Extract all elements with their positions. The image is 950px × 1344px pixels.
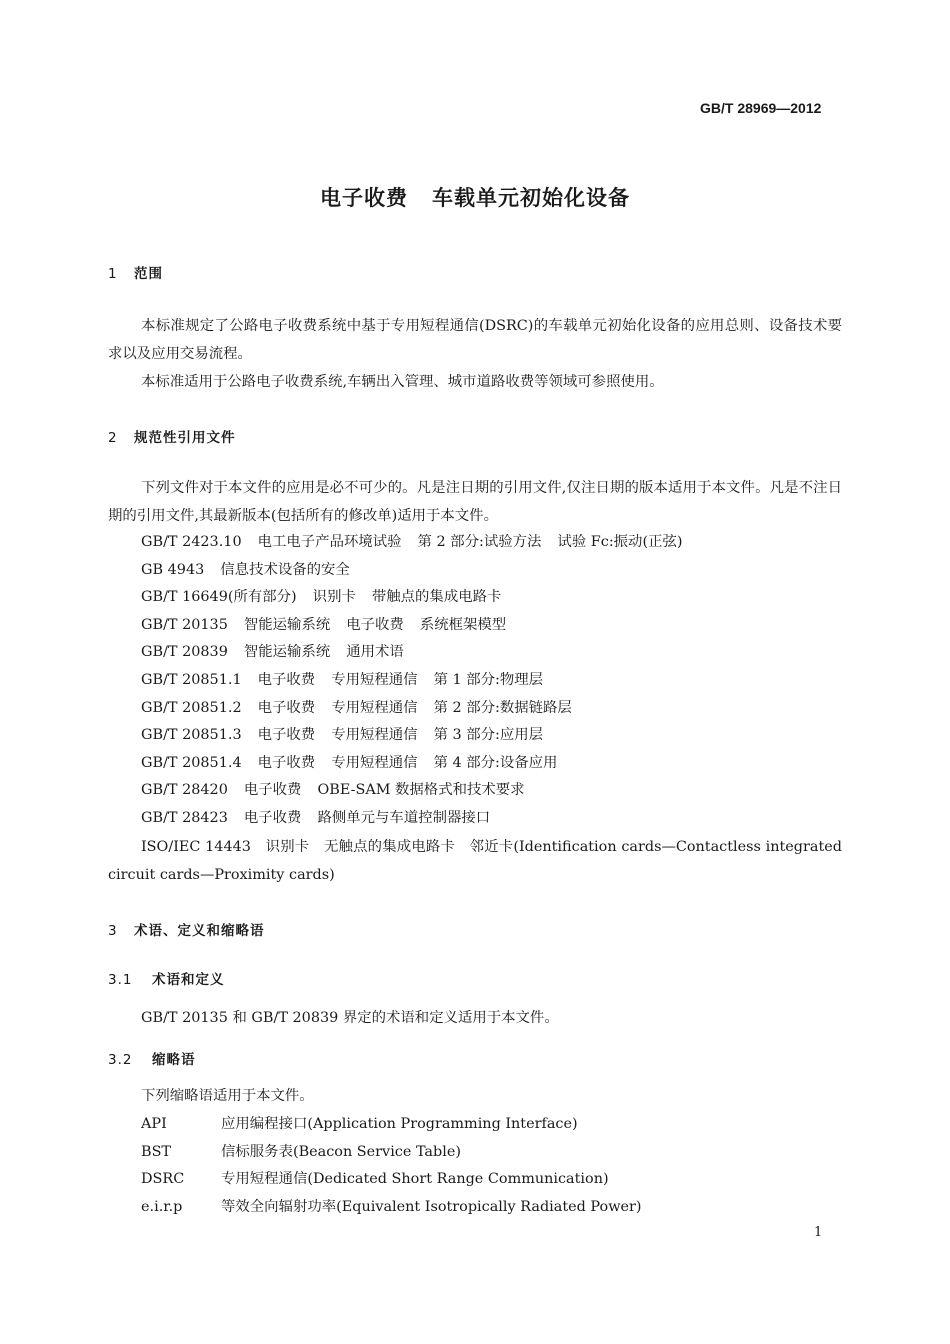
title-part-2: 车载单元初始化设备 — [432, 186, 630, 210]
reference-code: GB/T 28423 — [141, 810, 228, 826]
reference-title-part: 带触点的集成电路卡 — [371, 589, 502, 606]
section-2-number: 2 — [108, 430, 118, 446]
reference-title-part: 智能运输系统 — [243, 644, 331, 661]
reference-code: GB/T 20851.3 — [141, 727, 242, 744]
section-1-paragraph-2: 本标准适用于公路电子收费系统,车辆出入管理、城市道路收费等领域可参照使用。 — [141, 374, 664, 390]
section-3-1-title: 术语和定义 — [152, 972, 225, 988]
reference-title-part: 第 2 部分:试验方法 — [417, 534, 542, 550]
section-2-title: 规范性引用文件 — [134, 430, 236, 446]
reference-title-part: 智能运输系统 — [243, 616, 331, 633]
document-code: GB/T 28969—2012 — [700, 100, 822, 116]
reference-title-part: 专用短程通信 — [331, 754, 418, 771]
section-3-title: 术语、定义和缩略语 — [134, 923, 265, 939]
section-1-number: 1 — [108, 266, 118, 282]
page-number: 1 — [814, 1225, 823, 1240]
section-3-2-number: 3.2 — [108, 1052, 133, 1068]
reference-item — [141, 694, 572, 722]
abbreviation-definition: 信标服务表(Beacon Service Table) — [221, 1143, 461, 1160]
abbreviation-term: DSRC — [141, 1171, 185, 1188]
section-3-2-heading — [108, 1048, 196, 1068]
reference-item — [141, 776, 525, 804]
reference-title-part: 第 1 部分:物理层 — [433, 672, 544, 688]
reference-code: GB/T 20839 — [141, 644, 228, 661]
section-2-paragraph-1: 下列文件对于本文件的应用是必不可少的。凡是注日期的引用文件,仅注日期的版本适用于本文件。凡是不注日期的引用文件,其最新版本(包括所有的修改单)适用于本文件。 — [108, 480, 842, 524]
iso-reference: ISO/IEC 14443 识别卡 无触点的集成电路卡 邻近卡(Identification cards—Contactless integrated circuit cards—Proximity cards) — [108, 839, 842, 883]
reference-title-part: 信息技术设备的安全 — [220, 561, 350, 578]
reference-code: GB/T 20851.1 — [141, 672, 242, 688]
abbreviation-definition: 应用编程接口(Application Programming Interface) — [221, 1116, 578, 1132]
section-3-1-paragraph: GB/T 20135 和 GB/T 20839 界定的术语和定义适用于本文件。 — [141, 1010, 559, 1026]
reference-title-part: 电子收费 — [257, 727, 316, 744]
reference-title-part: 电工电子产品环境试验 — [257, 534, 402, 550]
reference-title-part: 第 4 部分:设备应用 — [433, 754, 558, 771]
reference-title-part: 电子收费 — [243, 782, 302, 799]
section-2-heading — [108, 426, 236, 446]
reference-title-part: 专用短程通信 — [331, 699, 418, 716]
section-1-title: 范围 — [134, 266, 163, 282]
reference-code: GB/T 20135 — [141, 616, 228, 633]
section-1-paragraph-1: 本标准规定了公路电子收费系统中基于专用短程通信(DSRC)的车载单元初始化设备的应用总则、设备技术要求以及应用交易流程。 — [108, 318, 842, 362]
reference-code: GB 4943 — [141, 561, 205, 578]
reference-item — [141, 804, 490, 832]
reference-title-part: 路侧单元与车道控制器接口 — [317, 810, 491, 826]
reference-title-part: 专用短程通信 — [331, 727, 418, 744]
reference-code: GB/T 20851.2 — [141, 699, 242, 716]
reference-item — [141, 666, 543, 694]
reference-title-part: 识别卡 — [312, 589, 356, 606]
document-title — [0, 182, 950, 212]
reference-title-part: 电子收费 — [257, 754, 316, 771]
abbreviation-term: e.i.r.p — [141, 1199, 183, 1216]
reference-item — [141, 749, 557, 777]
abbreviation-definition: 等效全向辐射功率(Equivalent Isotropically Radiated Power) — [221, 1199, 642, 1216]
reference-title-part: 第 3 部分:应用层 — [433, 727, 544, 744]
reference-title-part: 第 2 部分:数据链路层 — [433, 699, 572, 716]
abbreviation-term: API — [141, 1116, 167, 1132]
reference-item — [141, 583, 501, 611]
reference-item — [141, 556, 350, 584]
reference-title-part: 专用短程通信 — [331, 672, 418, 688]
section-3-1-number: 3.1 — [108, 972, 133, 988]
reference-title-part: 电子收费 — [257, 699, 316, 716]
reference-title-part: 电子收费 — [243, 810, 302, 826]
section-3-heading — [108, 919, 265, 939]
reference-title-part: 电子收费 — [257, 672, 316, 688]
reference-code: GB/T 28420 — [141, 782, 228, 799]
section-1-heading — [108, 262, 163, 282]
reference-item — [141, 528, 682, 556]
reference-title-part: 电子收费 — [346, 616, 404, 633]
abbreviation-term: BST — [141, 1143, 172, 1160]
reference-title-part: 系统框架模型 — [419, 616, 507, 633]
section-3-number: 3 — [108, 923, 118, 939]
abbreviation-definition: 专用短程通信(Dedicated Short Range Communication) — [221, 1171, 609, 1188]
reference-title-part: OBE-SAM 数据格式和技术要求 — [317, 782, 525, 799]
reference-code: GB/T 16649(所有部分) — [141, 589, 297, 606]
section-3-2-intro: 下列缩略语适用于本文件。 — [141, 1088, 314, 1104]
reference-item — [141, 721, 543, 749]
section-3-2-title: 缩略语 — [152, 1052, 196, 1068]
title-part-1: 电子收费 — [320, 186, 408, 210]
reference-item — [141, 638, 404, 666]
reference-title-part: 通用术语 — [346, 644, 404, 661]
reference-title-part: 试验 Fc:振动(正弦) — [557, 534, 683, 550]
reference-item — [141, 611, 506, 639]
reference-code: GB/T 2423.10 — [141, 534, 242, 550]
reference-code: GB/T 20851.4 — [141, 754, 242, 771]
section-3-1-heading — [108, 968, 225, 988]
